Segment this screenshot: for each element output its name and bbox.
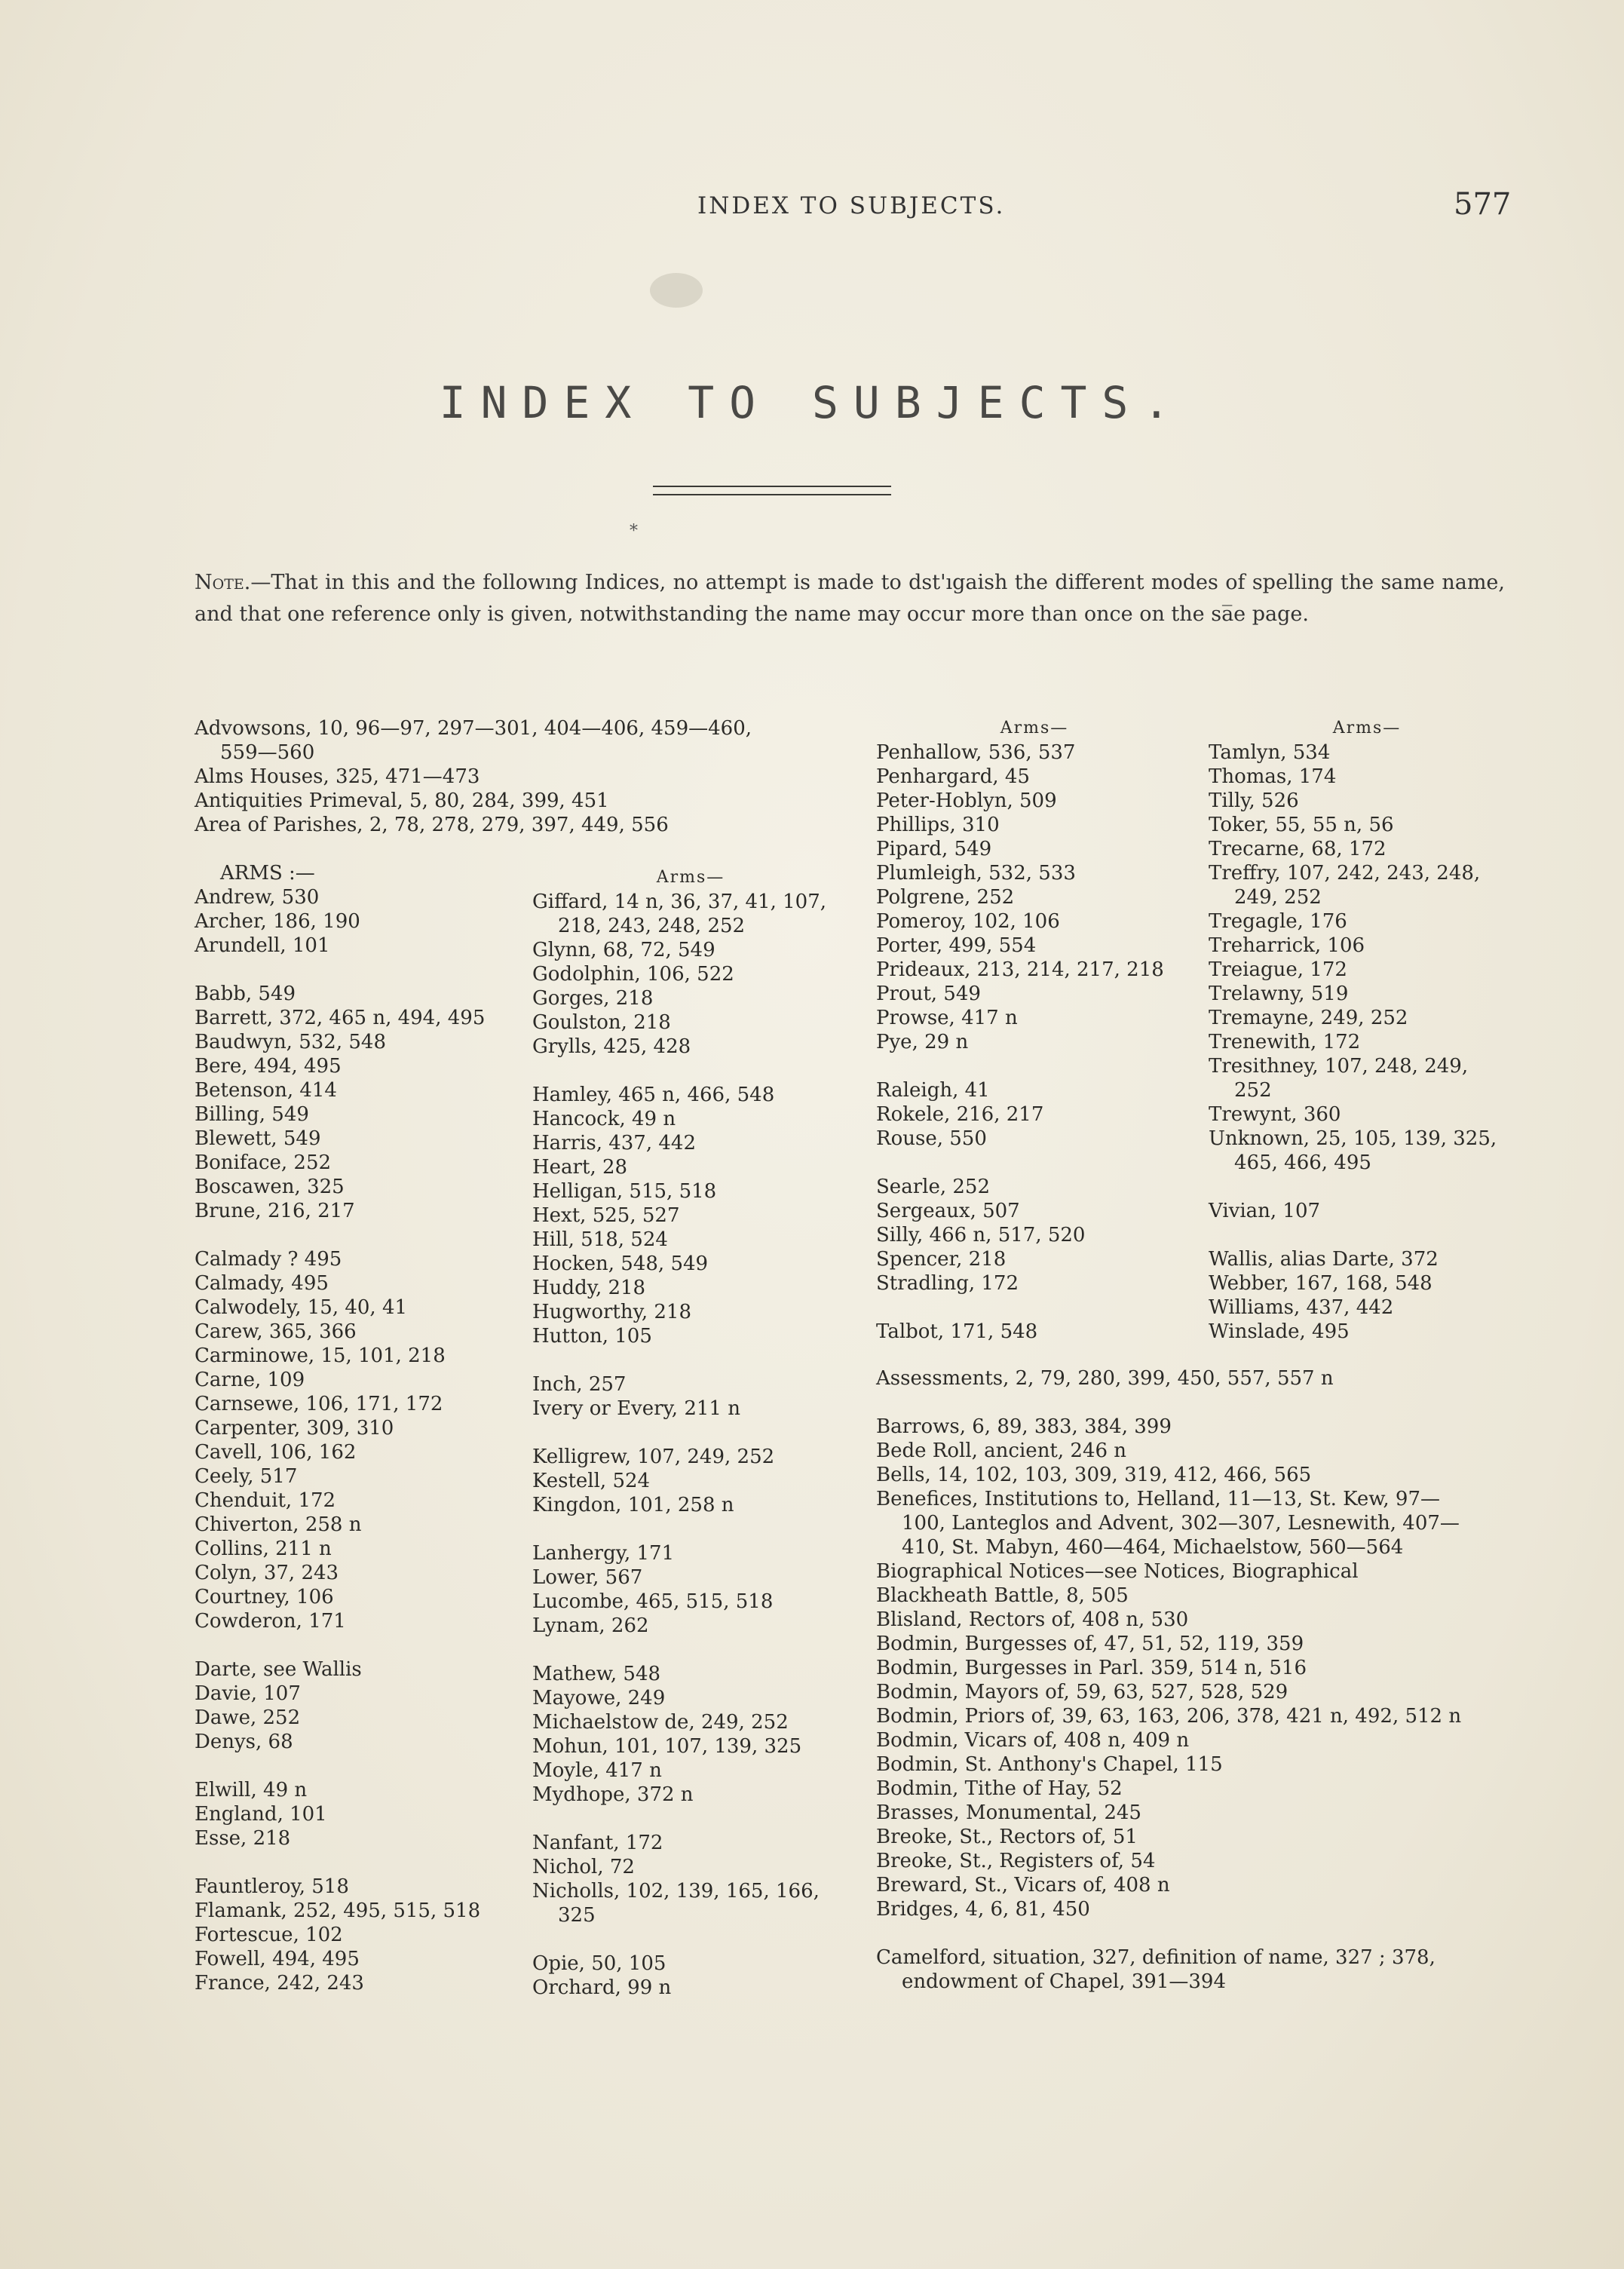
spacer (532, 1517, 849, 1541)
index-entry: Mydhope, 372 n (532, 1783, 694, 1806)
spacer (876, 1921, 1509, 1946)
index-entry: France, 242, 243 (195, 1972, 364, 1995)
index-entry: Lower, 567 (532, 1566, 643, 1589)
section-heading: Arms— (1332, 719, 1402, 737)
index-entry: Billing, 549 (195, 1103, 309, 1126)
index-entry: Tremayne, 249, 252 (1209, 1007, 1408, 1029)
index-entry: Benefices, Institutions to, Helland, 11—13, St. Kew, 97— (876, 1488, 1440, 1510)
index-entry: Babb, 549 (195, 983, 296, 1005)
index-entry: Bodmin, St. Anthony's Chapel, 115 (876, 1753, 1223, 1776)
index-entry: 249, 252 (1234, 886, 1322, 909)
index-entry: Mayowe, 249 (532, 1687, 666, 1709)
index-entry: Heart, 28 (532, 1156, 628, 1179)
index-entry: Lynam, 262 (532, 1614, 649, 1637)
index-entry: Bridges, 4, 6, 81, 450 (876, 1898, 1090, 1921)
index-entry: Dawe, 252 (195, 1706, 301, 1729)
index-entry: Area of Parishes, 2, 78, 278, 279, 397, 449, 556 (195, 814, 669, 836)
index-entry: Carpenter, 309, 310 (195, 1417, 394, 1440)
spacer (876, 1391, 1509, 1415)
index-entry: Fauntleroy, 518 (195, 1875, 349, 1898)
index-entry: Arundell, 101 (195, 934, 330, 957)
index-entry: Treharrick, 106 (1209, 934, 1365, 957)
index-entry: Huddy, 218 (532, 1277, 646, 1299)
index-entry: Tamlyn, 534 (1209, 741, 1331, 764)
index-entry: Calmady, 495 (195, 1272, 329, 1295)
index-entry: Trelawny, 519 (1209, 983, 1349, 1005)
index-entry: Bodmin, Tithe of Hay, 52 (876, 1777, 1123, 1800)
index-entry: Prideaux, 213, 214, 217, 218 (876, 958, 1164, 981)
index-entry: Assessments, 2, 79, 280, 399, 450, 557, 557 n (876, 1367, 1334, 1390)
index-entry: Mohun, 101, 107, 139, 325 (532, 1735, 802, 1758)
spacer (1209, 1175, 1525, 1199)
index-entry: Harris, 437, 442 (532, 1132, 697, 1154)
index-entry: Rokele, 216, 217 (876, 1103, 1044, 1126)
index-entry: Advowsons, 10, 96—97, 297—301, 404—406, 459—460, (195, 717, 752, 740)
index-column-arms-p-t (876, 716, 1193, 1344)
index-column-arms-t-w (1209, 716, 1525, 1344)
index-entry: Ceely, 517 (195, 1465, 298, 1488)
spacer (532, 1638, 849, 1662)
index-entry: Peter-Hoblyn, 509 (876, 790, 1057, 812)
index-entry: Fowell, 494, 495 (195, 1948, 360, 1970)
index-entry: Winslade, 495 (1209, 1320, 1350, 1343)
index-entry: endowment of Chapel, 391—394 (902, 1970, 1226, 1993)
index-entry: Kelligrew, 107, 249, 252 (532, 1446, 775, 1468)
index-entry: Vivian, 107 (1209, 1200, 1321, 1222)
section-heading: Arms— (1000, 719, 1069, 737)
index-entry: Lucombe, 465, 515, 518 (532, 1590, 774, 1613)
index-entry: Baudwyn, 532, 548 (195, 1031, 386, 1053)
spacer (876, 1151, 1193, 1175)
index-entry: 410, St. Mabyn, 460—464, Michaelstow, 560—564 (902, 1536, 1404, 1559)
index-entry: Rouse, 550 (876, 1127, 987, 1150)
index-entry: Carnsewe, 106, 171, 172 (195, 1393, 443, 1415)
page-number: 577 (1454, 187, 1512, 222)
index-entry: Raleigh, 41 (876, 1079, 990, 1102)
spacer (532, 1421, 849, 1445)
index-entry: Unknown, 25, 105, 139, 325, (1209, 1127, 1497, 1150)
index-entry: Hext, 525, 527 (532, 1204, 680, 1227)
index-entry: Barrows, 6, 89, 383, 384, 399 (876, 1415, 1172, 1438)
index-entry: Kestell, 524 (532, 1470, 651, 1492)
index-entry: Hamley, 465 n, 466, 548 (532, 1084, 775, 1106)
index-entry: Searle, 252 (876, 1176, 990, 1198)
index-entry: Nicholls, 102, 139, 165, 166, (532, 1880, 820, 1903)
index-entry: Bodmin, Burgesses of, 47, 51, 52, 119, 359 (876, 1633, 1304, 1655)
star-ornament: * (630, 522, 638, 541)
index-entry: Esse, 218 (195, 1827, 291, 1850)
spacer (876, 1295, 1193, 1320)
index-entry: Barrett, 372, 465 n, 494, 495 (195, 1007, 486, 1029)
index-entry: Davie, 107 (195, 1682, 301, 1705)
index-entry: Flamank, 252, 495, 515, 518 (195, 1900, 481, 1922)
index-entry: Bede Roll, ancient, 246 n (876, 1440, 1127, 1462)
index-entry: Andrew, 530 (195, 886, 320, 909)
index-entry: Chiverton, 258 n (195, 1513, 362, 1536)
index-entry: Breoke, St., Registers of, 54 (876, 1850, 1156, 1872)
spacer (532, 1927, 849, 1952)
index-entry: Blewett, 549 (195, 1127, 321, 1150)
index-entry: Goulston, 218 (532, 1011, 671, 1034)
index-entry: Glynn, 68, 72, 549 (532, 939, 715, 961)
index-entry: Opie, 50, 105 (532, 1952, 666, 1975)
index-entry: Darte, see Wallis (195, 1658, 362, 1681)
index-entry: Boniface, 252 (195, 1151, 332, 1174)
index-entry: Collins, 211 n (195, 1538, 332, 1560)
index-entry: Grylls, 425, 428 (532, 1035, 691, 1058)
index-entry: Orchard, 99 n (532, 1976, 672, 1999)
index-entry: Wallis, alias Darte, 372 (1209, 1248, 1439, 1271)
index-entry: 325 (558, 1904, 596, 1927)
index-entry: Talbot, 171, 548 (876, 1320, 1038, 1343)
note-label: Note. (195, 571, 251, 594)
index-entry: Antiquities Primeval, 5, 80, 284, 399, 451 (195, 790, 609, 812)
index-entry: Courtney, 106 (195, 1586, 334, 1608)
index-entry: England, 101 (195, 1803, 327, 1826)
spacer (195, 837, 843, 861)
index-entry: Cowderon, 171 (195, 1610, 346, 1633)
index-entry: Bodmin, Burgesses in Parl. 359, 514 n, 516 (876, 1657, 1307, 1679)
spacer (532, 1807, 849, 1831)
spacer (876, 1054, 1193, 1078)
index-entry: Webber, 167, 168, 548 (1209, 1272, 1432, 1295)
index-entry: Toker, 55, 55 n, 56 (1209, 814, 1394, 836)
index-entry: 465, 466, 495 (1234, 1151, 1371, 1174)
index-entry: Alms Houses, 325, 471—473 (195, 765, 480, 788)
index-entry: Nichol, 72 (532, 1856, 635, 1878)
index-entry: Bodmin, Priors of, 39, 63, 163, 206, 378, 421 n, 492, 512 n (876, 1705, 1462, 1728)
index-entry: Hocken, 548, 549 (532, 1253, 709, 1275)
index-entry: Prout, 549 (876, 983, 981, 1005)
index-entry: Polgrene, 252 (876, 886, 1015, 909)
index-entry: Trewynt, 360 (1209, 1103, 1341, 1126)
index-entry: Cavell, 106, 162 (195, 1441, 357, 1464)
running-head: INDEX TO SUBJECTS. (697, 192, 1006, 219)
index-entry: Nanfant, 172 (532, 1832, 663, 1854)
index-entry: Hugworthy, 218 (532, 1301, 691, 1323)
index-entry: Tresithney, 107, 248, 249, (1209, 1055, 1469, 1078)
spacer (532, 1348, 849, 1372)
title-rule-bottom (653, 494, 891, 495)
index-entry: Mathew, 548 (532, 1663, 661, 1685)
index-entry: Michaelstow de, 249, 252 (532, 1711, 789, 1734)
index-entry: Chenduit, 172 (195, 1489, 336, 1512)
index-entry: Bells, 14, 102, 103, 309, 319, 412, 466, 565 (876, 1464, 1312, 1486)
index-entry: ARMS :— (220, 862, 315, 885)
note-text: —That in this and the followıng Indices, no attempt is made to dst'ıgaish the different modes of spelling the same name, and that one reference only is given, notwithstanding the name may occur more than once on the sa̅e page. (195, 571, 1505, 626)
index-entry: Sergeaux, 507 (876, 1200, 1020, 1222)
index-entry: Pomeroy, 102, 106 (876, 910, 1060, 933)
index-entry: Penhallow, 536, 537 (876, 741, 1076, 764)
section-heading: Arms— (656, 868, 725, 887)
index-entry: Bere, 494, 495 (195, 1055, 342, 1078)
index-entry: Trenewith, 172 (1209, 1031, 1361, 1053)
index-entry: 100, Lanteglos and Advent, 302—307, Lesnewith, 407— (902, 1512, 1460, 1535)
title-rule-top (653, 486, 891, 487)
index-entry: Fortescue, 102 (195, 1924, 343, 1946)
index-column-arms-g-o (532, 866, 849, 2000)
index-entry: Thomas, 174 (1209, 765, 1337, 788)
ink-smudge (650, 273, 703, 308)
index-entry: Blackheath Battle, 8, 505 (876, 1584, 1129, 1607)
index-entry: Brune, 216, 217 (195, 1200, 355, 1222)
index-entry: Archer, 186, 190 (195, 910, 360, 933)
index-entry: Kingdon, 101, 258 n (532, 1494, 734, 1516)
index-entry: Elwill, 49 n (195, 1779, 308, 1801)
index-entry: Breward, St., Vicars of, 408 n (876, 1874, 1170, 1896)
index-entry: Calmady ? 495 (195, 1248, 342, 1271)
index-entry: Bodmin, Vicars of, 408 n, 409 n (876, 1729, 1190, 1752)
index-entry: Carminowe, 15, 101, 218 (195, 1345, 446, 1367)
index-entry: Blisland, Rectors of, 408 n, 530 (876, 1608, 1189, 1631)
index-entry: Gorges, 218 (532, 987, 654, 1010)
index-entry: Bodmin, Mayors of, 59, 63, 527, 528, 529 (876, 1681, 1288, 1703)
index-entry: Stradling, 172 (876, 1272, 1019, 1295)
index-entry: Tilly, 526 (1209, 790, 1299, 812)
index-entry: Hancock, 49 n (532, 1108, 676, 1130)
index-entry: Boscawen, 325 (195, 1176, 345, 1198)
index-entry: Hill, 518, 524 (532, 1228, 668, 1251)
index-entry: Helligan, 515, 518 (532, 1180, 717, 1203)
index-entry: Carew, 365, 366 (195, 1320, 357, 1343)
index-entry: Giffard, 14 n, 36, 37, 41, 107, (532, 891, 827, 913)
index-entry: Silly, 466 n, 517, 520 (876, 1224, 1086, 1246)
index-entry: Godolphin, 106, 522 (532, 963, 734, 986)
spacer (532, 1059, 849, 1083)
index-entry: Ivery or Every, 211 n (532, 1397, 740, 1420)
index-entry: Treffry, 107, 242, 243, 248, (1209, 862, 1481, 885)
index-entry: Plumleigh, 532, 533 (876, 862, 1076, 885)
index-entry: Breoke, St., Rectors of, 51 (876, 1826, 1138, 1848)
index-entry: Denys, 68 (195, 1731, 293, 1753)
index-entry: Penhargard, 45 (876, 765, 1030, 788)
index-entry: Spencer, 218 (876, 1248, 1007, 1271)
index-entry: Camelford, situation, 327, definition of name, 327 ; 378, (876, 1946, 1436, 1969)
index-entry: Tregagle, 176 (1209, 910, 1347, 933)
editorial-note (195, 567, 1505, 630)
index-entry: Inch, 257 (532, 1373, 627, 1396)
index-entry: Colyn, 37, 243 (195, 1562, 339, 1584)
index-entry: Hutton, 105 (532, 1325, 652, 1348)
index-entry: Prowse, 417 n (876, 1007, 1018, 1029)
index-entry: Williams, 437, 442 (1209, 1296, 1394, 1319)
index-entry: Treiague, 172 (1209, 958, 1347, 981)
index-entry: 252 (1234, 1079, 1272, 1102)
index-entry: Trecarne, 68, 172 (1209, 838, 1387, 860)
index-entry: Lanhergy, 171 (532, 1542, 675, 1565)
spacer (1209, 1223, 1525, 1247)
index-entry: Brasses, Monumental, 245 (876, 1801, 1141, 1824)
index-entry: Porter, 499, 554 (876, 934, 1037, 957)
index-entry: Calwodely, 15, 40, 41 (195, 1296, 408, 1319)
page-title: INDEX TO SUBJECTS. (439, 377, 1185, 428)
index-entry: Betenson, 414 (195, 1079, 337, 1102)
index-entry: 559—560 (220, 741, 315, 764)
index-entry: Pye, 29 n (876, 1031, 969, 1053)
index-entry: Carne, 109 (195, 1369, 305, 1391)
index-entry: Moyle, 417 n (532, 1759, 662, 1782)
index-entry: Phillips, 310 (876, 814, 1000, 836)
index-entry: Pipard, 549 (876, 838, 992, 860)
index-entry: Biographical Notices—see Notices, Biographical (876, 1560, 1359, 1583)
index-column-subjects-a-c (876, 1366, 1509, 1994)
index-entry: 218, 243, 248, 252 (558, 915, 746, 937)
